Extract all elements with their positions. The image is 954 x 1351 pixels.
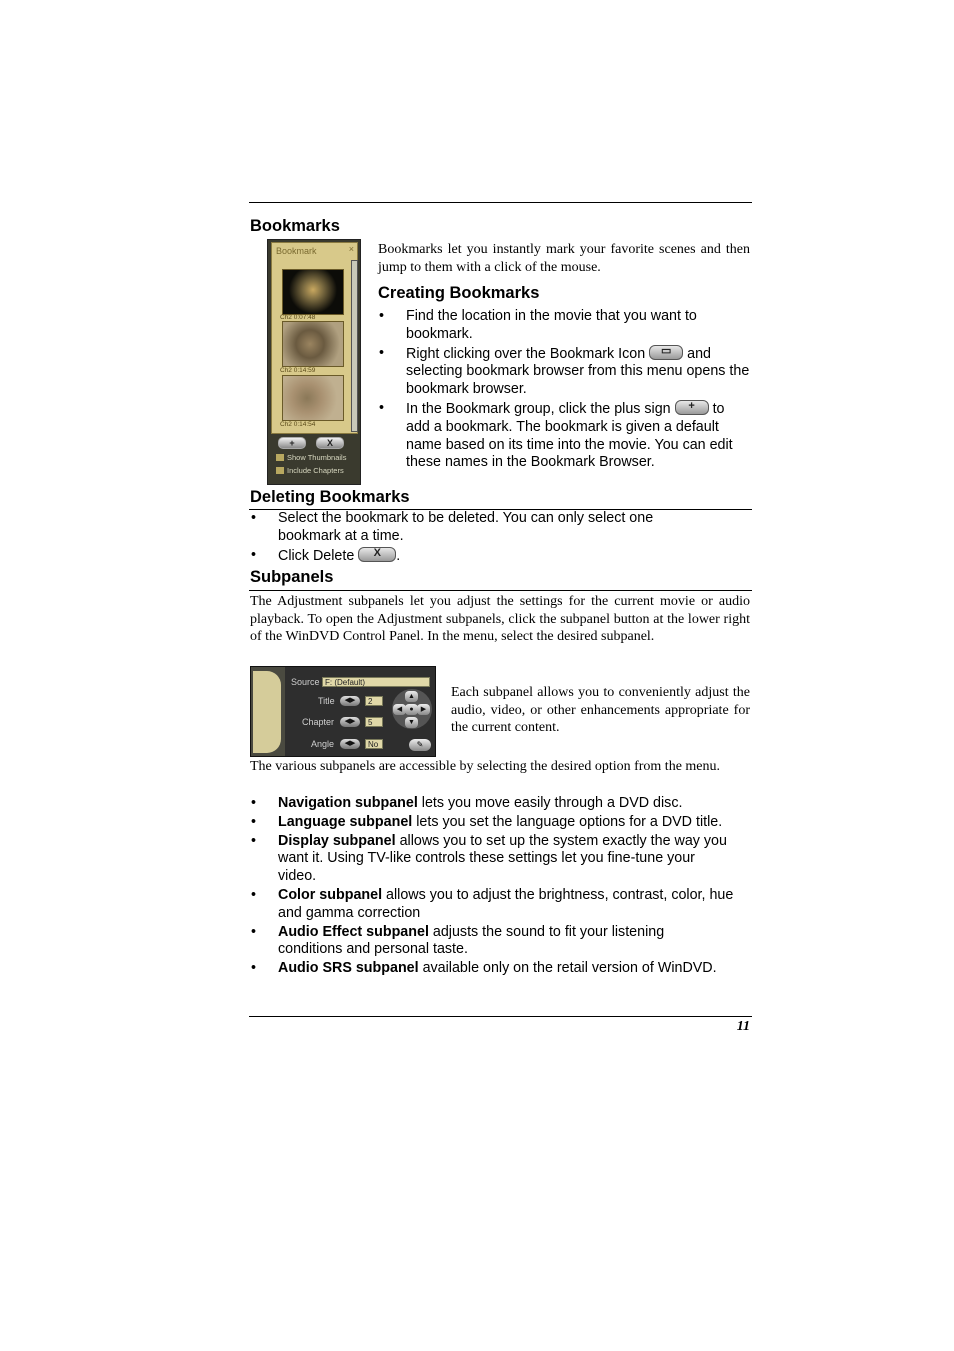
bullet: • bbox=[251, 960, 257, 977]
list-item-text: available only on the retail version of WinDVD. bbox=[418, 960, 717, 977]
bookmark-thumbnail bbox=[282, 269, 344, 315]
list-item bbox=[377, 400, 752, 472]
list-item bbox=[249, 814, 757, 832]
bullet: • bbox=[251, 886, 257, 903]
list-item-text: allows you to set up the system exactly the way you want it. Using TV-like controls these settings let you fine-tune your video. bbox=[278, 832, 727, 885]
left-arrow-icon: ◀ bbox=[393, 704, 406, 715]
list-item-text: . bbox=[396, 547, 401, 564]
bullet: • bbox=[251, 510, 257, 526]
source-select: F: (Default) bbox=[322, 677, 430, 687]
title-value: 2 bbox=[365, 696, 383, 706]
close-icon: × bbox=[348, 244, 354, 254]
list-item bbox=[249, 510, 689, 546]
list-item bbox=[249, 547, 689, 566]
list-item-text: adjusts the sound to fit your listening conditions and personal taste. bbox=[278, 923, 665, 958]
list-item-text: allows you to adjust the brightness, contrast, color, hue and gamma correction bbox=[278, 886, 734, 921]
bullet: • bbox=[379, 308, 385, 324]
bookmark-scrollbar bbox=[351, 260, 358, 432]
section-heading-bookmarks: Bookmarks bbox=[250, 217, 340, 235]
bookmark-caption: Ch2 0:14:59 bbox=[280, 367, 316, 374]
list-item-bold: Audio SRS subpanel bbox=[278, 960, 419, 977]
list-item-bold: Language subpanel bbox=[278, 813, 413, 830]
source-label: Source bbox=[291, 677, 320, 687]
bookmark-caption: Ch2 0:07:48 bbox=[280, 314, 316, 321]
list-item-text: Right clicking over the Bookmark Icon bbox=[406, 345, 650, 362]
chapter-label: Chapter bbox=[302, 717, 335, 727]
delete-bookmark-button: X bbox=[316, 437, 344, 449]
checkbox-icon bbox=[276, 454, 284, 461]
chapter-stepper: ◀▶ bbox=[340, 717, 360, 727]
list-item-text: Click Delete bbox=[278, 547, 359, 564]
delete-icon: X bbox=[358, 547, 396, 562]
bullet: • bbox=[379, 399, 385, 416]
include-chapters-option bbox=[276, 466, 344, 475]
bookmark-browser-screenshot bbox=[267, 239, 361, 485]
list-item bbox=[249, 795, 757, 813]
list-item-text: lets you set the language options for a DVD title. bbox=[412, 813, 723, 830]
bullet: • bbox=[251, 832, 257, 849]
list-item bbox=[249, 887, 748, 923]
bookmarks-intro: Bookmarks let you instantly mark your favorite scenes and then jump to them with a click of the mouse. bbox=[378, 242, 750, 275]
section-heading-deleting-bookmarks: Deleting Bookmarks bbox=[250, 488, 410, 506]
show-thumbnails-option bbox=[276, 453, 346, 462]
page-number: 11 bbox=[736, 1019, 750, 1034]
creating-bookmarks-list bbox=[377, 308, 752, 473]
subheading-creating-bookmarks: Creating Bookmarks bbox=[378, 284, 540, 302]
checkbox-icon bbox=[276, 467, 284, 474]
list-item-text: to add a bookmark. The bookmark is given a default name based on its time into the movie. You can edit these names in the Bookmark Browser. bbox=[406, 400, 733, 471]
list-item bbox=[249, 833, 730, 886]
section-heading-subpanels: Subpanels bbox=[250, 568, 334, 586]
list-item-bold: Navigation subpanel bbox=[278, 795, 418, 811]
bullet: • bbox=[251, 795, 257, 811]
add-bookmark-button: + bbox=[278, 437, 306, 449]
list-item bbox=[377, 345, 752, 399]
right-arrow-icon: ▶ bbox=[417, 704, 430, 715]
bullet: • bbox=[251, 813, 257, 830]
subpanels-list bbox=[249, 795, 757, 979]
subpanel-side-text: Each subpanel allows you to conveniently adjust the audio, video, or other enhancements appropriate for the current content. bbox=[451, 685, 750, 735]
chapter-value: 5 bbox=[365, 717, 383, 727]
decorative-wave bbox=[253, 671, 281, 753]
bookmark-browser-title: Bookmark bbox=[276, 246, 317, 256]
center-button-icon: ● bbox=[405, 704, 418, 715]
up-arrow-icon: ▲ bbox=[405, 691, 418, 702]
option-label: Show Thumbnails bbox=[287, 453, 347, 462]
list-item-text: In the Bookmark group, click the plus sign bbox=[406, 400, 675, 417]
list-item-text: lets you move easily through a DVD disc. bbox=[417, 795, 683, 811]
title-label: Title bbox=[318, 696, 335, 706]
title-stepper: ◀▶ bbox=[340, 696, 360, 706]
bullet: • bbox=[251, 546, 257, 563]
list-item-text: and selecting bookmark browser from this menu opens the bookmark browser. bbox=[406, 345, 750, 398]
bookmark-thumbnail bbox=[282, 321, 344, 367]
section-rule bbox=[249, 590, 752, 591]
list-item bbox=[249, 924, 730, 960]
list-item-text: Select the bookmark to be deleted. You can only select one bookmark at a time. bbox=[278, 510, 654, 544]
header-rule bbox=[249, 202, 752, 203]
subpanel-screenshot bbox=[250, 666, 436, 757]
subpanels-paragraph: The Adjustment subpanels let you adjust the settings for the current movie or audio playback. To open the Adjustment subpanels, click the subpanel button at the lower right of the WinDVD Control Panel. In the menu, select the desired subpanel. bbox=[250, 594, 750, 644]
angle-stepper: ◀▶ bbox=[340, 739, 360, 749]
footer-rule bbox=[249, 1016, 752, 1017]
option-label: Include Chapters bbox=[287, 466, 344, 475]
angle-value: No bbox=[365, 739, 383, 749]
bookmark-list-area bbox=[271, 242, 358, 434]
bookmark-icon: ▭ bbox=[649, 345, 683, 360]
list-item bbox=[249, 960, 757, 978]
bullet: • bbox=[251, 923, 257, 940]
subpanel-tab-strip bbox=[251, 667, 285, 756]
list-item-bold: Color subpanel bbox=[278, 886, 383, 903]
wrench-icon: ✎ bbox=[409, 739, 431, 751]
list-item-bold: Audio Effect subpanel bbox=[278, 923, 429, 940]
list-item-bold: Display subpanel bbox=[278, 832, 396, 849]
bullet: • bbox=[379, 344, 385, 361]
down-arrow-icon: ▼ bbox=[405, 717, 418, 728]
bookmark-caption: Ch2 0:14:54 bbox=[280, 421, 316, 428]
plus-icon: + bbox=[675, 400, 709, 415]
angle-label: Angle bbox=[311, 739, 335, 749]
list-item-text: Find the location in the movie that you want to bookmark. bbox=[406, 308, 697, 342]
subpanels-paragraph-2: The various subpanels are accessible by selecting the desired option from the menu. bbox=[250, 759, 721, 774]
bookmark-thumbnail bbox=[282, 375, 344, 421]
deleting-bookmarks-list bbox=[249, 510, 689, 566]
list-item bbox=[377, 308, 752, 344]
